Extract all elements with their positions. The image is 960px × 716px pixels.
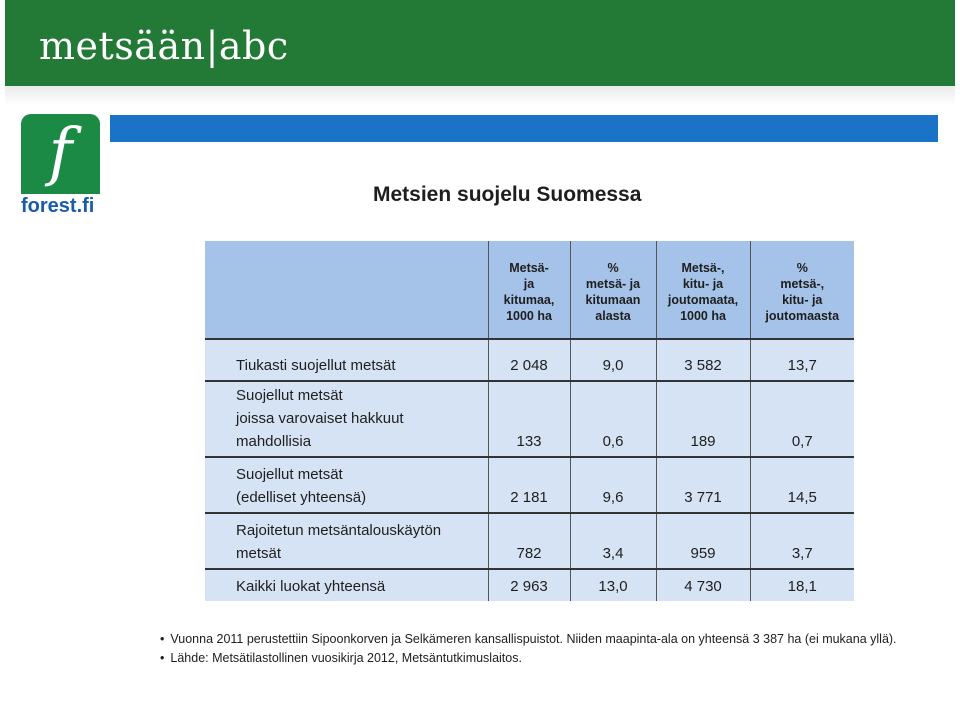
cell-value: 2 963: [488, 569, 570, 601]
cell-value: 0,7: [750, 381, 854, 457]
column-header: [205, 241, 488, 339]
column-header: % metsä- ja kitumaan alasta: [570, 241, 656, 339]
cell-value: 189: [656, 381, 750, 457]
cell-value: 4 730: [656, 569, 750, 601]
footnotes: [160, 630, 897, 668]
cell-value: 2 048: [488, 339, 570, 381]
cell-value: 3 582: [656, 339, 750, 381]
row-label: Kaikki luokat yhteensä: [205, 569, 488, 601]
cell-value: 3,4: [570, 513, 656, 569]
row-label: Rajoitetun metsäntalouskäytön metsät: [205, 513, 488, 569]
row-label: Suojellut metsät joissa varovaiset hakkuut mahdollisia: [205, 381, 488, 457]
table-row: [205, 381, 854, 457]
cell-value: 14,5: [750, 457, 854, 513]
footnote-item: • Vuonna 2011 perustettiin Sipoonkorven ja Selkämeren kansallispuistot. Niiden maapinta-ala on yhteensä 3 387 ha (ei mukana yllä).: [160, 630, 897, 649]
column-header: % metsä-, kitu- ja joutomaasta: [750, 241, 854, 339]
cell-value: 3,7: [750, 513, 854, 569]
row-label: Tiukasti suojellut metsät: [205, 339, 488, 381]
header-shadow: [5, 86, 955, 106]
protection-table: [205, 241, 854, 601]
forest-fi-logo-icon[interactable]: [21, 114, 100, 194]
logo-text[interactable]: forest.fi: [21, 195, 95, 217]
row-label: Suojellut metsät (edelliset yhteensä): [205, 457, 488, 513]
cell-value: 9,6: [570, 457, 656, 513]
cell-value: 9,0: [570, 339, 656, 381]
cell-value: 782: [488, 513, 570, 569]
cell-value: 133: [488, 381, 570, 457]
cell-value: 13,0: [570, 569, 656, 601]
header-bar: [5, 0, 955, 86]
brand-logo[interactable]: metsään|abc: [39, 24, 289, 68]
cell-value: 13,7: [750, 339, 854, 381]
cell-value: 18,1: [750, 569, 854, 601]
column-header: Metsä- ja kitumaa, 1000 ha: [488, 241, 570, 339]
page-title: Metsien suojelu Suomessa: [373, 183, 642, 206]
cell-value: 3 771: [656, 457, 750, 513]
table-row: [205, 513, 854, 569]
cell-value: 0,6: [570, 381, 656, 457]
column-header: Metsä-, kitu- ja joutomaata, 1000 ha: [656, 241, 750, 339]
table-row: [205, 569, 854, 601]
cell-value: 959: [656, 513, 750, 569]
logo-mark: f: [48, 115, 73, 189]
footnote-item: • Lähde: Metsätilastollinen vuosikirja 2012, Metsäntutkimuslaitos.: [160, 649, 897, 668]
title-bar: [110, 115, 938, 142]
table-header-row: [205, 241, 854, 339]
table-row: [205, 457, 854, 513]
cell-value: 2 181: [488, 457, 570, 513]
table-row: [205, 339, 854, 381]
